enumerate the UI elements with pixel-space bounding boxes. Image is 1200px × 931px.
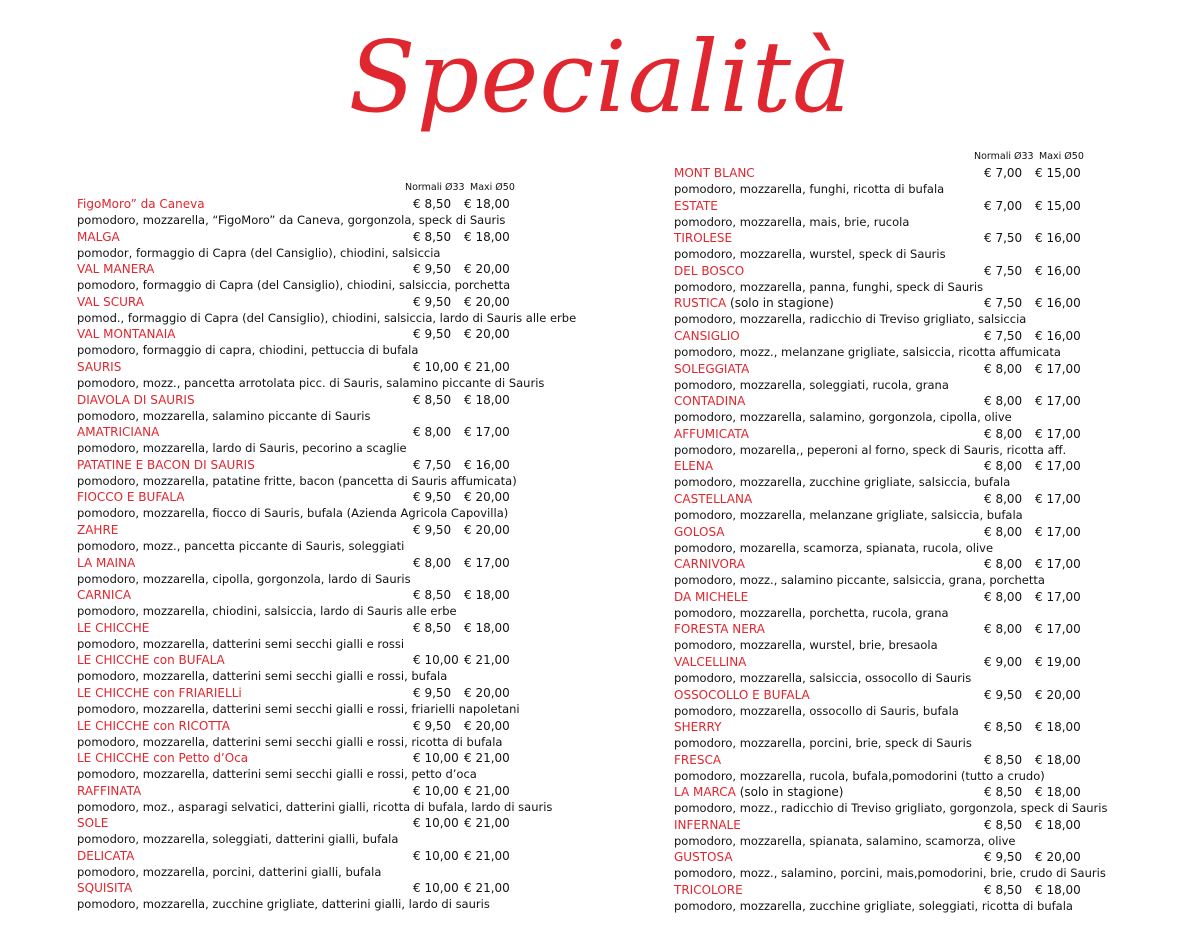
pizza-name [674,491,752,507]
pizza-name-text: CARNICA [77,588,132,603]
pizza-name [77,489,185,505]
price-normal: € 8,00 [984,557,1023,572]
pizza-ingredients: pomodoro, mozzarella, melanzane grigliate, salsiccia, bufala [674,507,1023,522]
price-maxi: € 17,00 [1035,394,1081,409]
pizza-name-text: DELICATA [77,848,135,863]
price-normal: € 9,50 [413,685,452,700]
price-normal: € 8,50 [413,197,452,211]
pizza-name [674,263,744,279]
pizza-name-text: CASTELLANA [674,491,753,506]
pizza-name-text: SQUISITA [77,881,133,896]
price-maxi: € 18,00 [1035,883,1081,898]
pizza-ingredients: pomodoro, mozz., salamino piccante, salsiccia, grana, porchetta [674,573,1045,588]
pizza-name-text: LA MAINA [77,555,136,570]
menu-item [674,263,1194,296]
pizza-ingredients: pomodoro, mozzarella, funghi, ricotta di bufala [674,182,945,196]
pizza-name [674,752,721,768]
pizza-name [77,815,108,831]
pizza-name [674,230,732,246]
pizza-name-text: LE CHICCHE con BUFALA [77,653,225,668]
price-maxi: € 16,00 [1035,328,1081,343]
price-header [77,180,637,196]
menu-item [674,719,1194,752]
pizza-note: (solo in stagione) [726,296,834,311]
price-normal: € 8,50 [413,588,452,603]
price-maxi: € 17,00 [1035,622,1081,637]
pizza-name [77,457,255,473]
menu-item [77,848,637,881]
price-normal: € 8,00 [984,361,1023,376]
pizza-name-text: ZAHRE [77,522,119,537]
menu-item [77,718,637,751]
menu-item [674,621,1194,654]
price-normal: € 9,50 [413,327,452,342]
price-maxi: € 21,00 [464,783,510,798]
price-normal: € 10,00 [413,881,459,896]
price-header [674,149,1194,165]
price-normal: € 9,50 [984,850,1023,865]
pizza-name [674,393,745,409]
price-normal: € 9,50 [984,687,1023,702]
price-normal: € 8,50 [984,817,1023,832]
menu-item [674,328,1194,361]
price-maxi: € 16,00 [1035,296,1081,311]
pizza-ingredients: pomodoro, mozzarella, soleggiati, rucola, grana [674,377,949,392]
price-normal: € 8,50 [984,883,1023,898]
price-maxi: € 17,00 [1035,524,1081,539]
pizza-name-text: SOLE [77,816,109,831]
price-maxi: € 20,00 [464,262,510,277]
pizza-name [674,882,743,898]
price-header-maxi: Maxi Ø50 [1039,151,1084,162]
price-normal: € 8,00 [984,394,1023,409]
price-normal: € 7,50 [984,296,1023,311]
price-maxi: € 18,00 [1035,785,1081,800]
pizza-name [674,589,748,605]
pizza-ingredients: pomodoro, mozzarella, spianata, salamino, scamorza, olive [674,833,1016,848]
pizza-name [77,294,144,310]
menu-item [674,230,1194,263]
pizza-name-text: OSSOCOLLO E BUFALA [674,687,810,702]
price-maxi: € 17,00 [1035,426,1081,441]
price-normal: € 7,00 [984,198,1023,213]
price-maxi: € 16,00 [1035,231,1081,246]
pizza-name [77,261,154,277]
pizza-ingredients: pomodoro, mozzarella, “FigoMoro” da Caneva, gorgonzola, speck di Sauris [77,213,506,227]
price-normal: € 7,50 [413,457,452,472]
pizza-ingredients: pomodoro, formaggio di capra, chiodini, pettuccia di bufala [77,343,419,358]
pizza-name-text: TIROLESE [674,231,733,246]
pizza-name [77,196,205,212]
price-maxi: € 21,00 [464,751,510,766]
pizza-name-text: TRICOLORE [674,883,743,898]
pizza-name [674,426,749,442]
pizza-name [674,458,713,474]
pizza-name-text: CARNIVORA [674,557,745,572]
pizza-name-text: VALCELLINA [674,654,747,669]
pizza-ingredients: pomodoro, mozzarella, datterini semi secchi gialli e rossi [77,636,405,651]
price-maxi: € 17,00 [464,555,510,570]
page-title: Specialità [348,21,852,135]
pizza-ingredients: pomodoro, mozzarella, salamino piccante di Sauris [77,408,371,423]
pizza-note: (solo in stagione) [735,785,844,800]
pizza-name-text: RUSTICA [674,296,727,311]
menu-column-right [674,149,1194,915]
price-maxi: € 17,00 [1035,589,1081,604]
pizza-ingredients: pomodoro, mozzarella, datterini semi secchi gialli e rossi, petto d’oca [77,767,477,782]
price-maxi: € 20,00 [464,685,510,700]
pizza-name [674,556,745,572]
pizza-ingredients: pomod., formaggio di Capra (del Cansiglio), chiodini, salsiccia, lardo di Sauris alle erbe [77,310,577,325]
menu-item [77,620,637,653]
price-normal: € 8,50 [984,785,1023,800]
pizza-ingredients: pomodoro, mozz., salamino, porcini, mais,pomodorini, brie, crudo di Sauris [674,866,1106,881]
price-maxi: € 18,00 [464,588,510,603]
menu-item [674,752,1194,785]
menu-item [77,522,637,555]
price-normal: € 8,50 [984,752,1023,767]
menu-item [77,294,637,327]
pizza-name-text: DIAVOLA DI SAURIS [77,392,195,407]
pizza-name [77,750,248,766]
price-maxi: € 17,00 [1035,491,1081,506]
price-maxi: € 21,00 [464,848,510,863]
pizza-name [77,555,135,571]
pizza-ingredients: pomodoro, mozzarella, zucchine grigliate, datterini gialli, lardo di sauris [77,897,490,912]
price-maxi: € 17,00 [464,425,510,440]
pizza-name-text: FRESCA [674,752,722,767]
price-normal: € 7,00 [984,166,1023,180]
pizza-ingredients: pomodoro, mozzarella, ossocollo di Sauris, bufala [674,703,959,718]
menu-item [674,295,1194,328]
pizza-name-text: CONTADINA [674,394,746,409]
pizza-name-text: ESTATE [674,198,718,213]
pizza-name-text: SAURIS [77,359,122,374]
pizza-name [674,654,746,670]
price-normal: € 8,00 [413,425,452,440]
pizza-ingredients: pomodoro, mozzarella, salamino, gorgonzola, cipolla, olive [674,410,1012,425]
menu-item [77,587,637,620]
menu-item [674,198,1194,231]
price-maxi: € 18,00 [1035,817,1081,832]
pizza-name-text: CANSIGLIO [674,328,740,343]
menu-item-list [674,165,1194,915]
price-normal: € 9,50 [413,490,452,505]
pizza-ingredients: pomodoro, mozzarella, soleggiati, datterini gialli, bufala [77,832,399,847]
pizza-name-text: DEL BOSCO [674,263,745,278]
pizza-name-text: VAL SCURA [77,294,144,309]
price-maxi: € 17,00 [1035,361,1081,376]
pizza-name-text: LE CHICCHE con RICOTTA [77,718,230,733]
price-maxi: € 20,00 [464,294,510,309]
pizza-name-text: MALGA [77,229,120,244]
pizza-name [674,198,718,214]
price-normal: € 8,00 [984,589,1023,604]
pizza-ingredients: pomodoro, mozzarella, datterini semi secchi gialli e rossi, ricotta di bufala [77,734,503,749]
menu-item [674,393,1194,426]
price-normal: € 10,00 [413,783,459,798]
price-maxi: € 20,00 [464,490,510,505]
pizza-ingredients: pomodoro, mozzarella, zucchine grigliate, soleggiati, ricotta di bufala [674,899,1073,914]
menu-item [77,880,637,913]
pizza-name-text: LE CHICCHE [77,620,150,635]
pizza-name [77,359,121,375]
pizza-ingredients: pomodoro, mozzarella, porchetta, rucola, grana [674,605,949,620]
price-normal: € 8,00 [984,524,1023,539]
pizza-ingredients: pomodoro, mozzarella, fiocco di Sauris, bufala (Azienda Agricola Capovilla) [77,506,509,521]
menu-item [77,815,637,848]
pizza-name-text: GUSTOSA [674,850,733,865]
price-normal: € 8,00 [984,426,1023,441]
menu-item [77,783,637,816]
price-normal: € 10,00 [413,653,459,668]
pizza-name-text: GOLOSA [674,524,725,539]
price-maxi: € 20,00 [1035,850,1081,865]
price-maxi: € 20,00 [464,522,510,537]
pizza-ingredients: pomodoro, moz., asparagi selvatici, datterini gialli, ricotta di bufala, lardo di sauris [77,799,553,814]
price-maxi: € 16,00 [464,457,510,472]
pizza-ingredients: pomodoro, mozz., radicchio di Treviso grigliato, gorgonzola, speck di Sauris [674,801,1108,816]
pizza-ingredients: pomodoro, mozz., pancetta arrotolata picc. di Sauris, salamino piccante di Sauris [77,375,545,390]
pizza-name-text: FORESTA NERA [674,622,765,637]
pizza-ingredients: pomodor, formaggio di Capra (del Cansiglio), chiodini, salsiccia [77,245,441,260]
price-maxi: € 21,00 [464,359,510,374]
menu-item [77,685,637,718]
menu-item [674,491,1194,524]
price-maxi: € 21,00 [464,881,510,896]
price-maxi: € 17,00 [1035,459,1081,474]
pizza-ingredients: pomodoro, mozzarella, panna, funghi, speck di Sauris [674,279,984,294]
menu-column-left [77,180,637,913]
pizza-name [77,783,141,799]
pizza-name [674,719,721,735]
pizza-ingredients: pomodoro, mozarella, scamorza, spianata, rucola, olive [674,540,994,555]
menu-item [674,458,1194,491]
price-normal: € 7,50 [984,231,1023,246]
pizza-name-text: LE CHICCHE con FRIARIELLi [77,685,242,700]
pizza-ingredients: pomodoro, mozzarella, rucola, bufala,pomodorini (tutto a crudo) [674,768,1045,783]
menu-item [674,556,1194,589]
pizza-name-text: MONT BLANC [674,166,755,180]
pizza-name-text: SHERRY [674,720,722,735]
menu-item [77,555,637,588]
price-maxi: € 18,00 [1035,720,1081,735]
pizza-name-text: PATATINE E BACON DI SAURIS [77,457,255,472]
price-normal: € 8,50 [413,620,452,635]
pizza-name [77,718,230,734]
menu-item [674,687,1194,720]
pizza-name-text: FigoMoro” da Caneva [77,197,205,211]
price-normal: € 10,00 [413,359,459,374]
price-normal: € 9,50 [413,262,452,277]
pizza-name [77,229,120,245]
pizza-ingredients: pomodoro, mozzarella, zucchine grigliate, salsiccia, bufala [674,475,1011,490]
price-maxi: € 20,00 [464,718,510,733]
price-maxi: € 21,00 [464,816,510,831]
pizza-ingredients: pomodoro, mozzarella, wurstel, brie, bresaola [674,638,938,653]
price-maxi: € 19,00 [1035,654,1081,669]
pizza-ingredients: pomodoro, mozzarella, porcini, datterini gialli, bufala [77,864,382,879]
price-header-maxi: Maxi Ø50 [470,182,515,193]
pizza-name-text: AMATRICIANA [77,425,160,440]
pizza-ingredients: pomodoro, mozzarella, chiodini, salsiccia, lardo di Sauris alle erbe [77,604,457,619]
menu-item [77,457,637,490]
price-maxi: € 21,00 [464,653,510,668]
pizza-name [77,652,225,668]
price-normal: € 10,00 [413,816,459,831]
pizza-name [77,587,131,603]
pizza-name [674,687,810,703]
price-normal: € 8,50 [413,229,452,244]
pizza-name-text: FIOCCO E BUFALA [77,490,185,505]
pizza-name-text: SOLEGGIATA [674,361,750,376]
pizza-ingredients: pomodoro, mozarella,, peperoni al forno, speck di Sauris, ricotta aff. [674,442,1067,457]
pizza-ingredients: pomodoro, mozzarella, radicchio di Treviso grigliato, salsiccia [674,312,1027,327]
menu-item [674,589,1194,622]
pizza-ingredients: pomodoro, mozzarella, patatine fritte, bacon (pancetta di Sauris affumicata) [77,473,517,488]
price-maxi: € 18,00 [464,620,510,635]
pizza-name [674,165,755,181]
price-maxi: € 18,00 [464,229,510,244]
menu-item [77,196,637,229]
pizza-name-text: DA MICHELE [674,589,749,604]
price-maxi: € 18,00 [464,197,510,211]
pizza-name [674,621,765,637]
menu-item [77,424,637,457]
pizza-ingredients: pomodoro, mozzarella, salsiccia, ossocollo di Sauris [674,670,972,685]
price-normal: € 8,00 [984,491,1023,506]
pizza-name-text: LE CHICCHE con Petto d’Oca [77,751,249,766]
pizza-ingredients: pomodoro, mozzarella, mais, brie, rucola [674,214,910,229]
menu-item [77,652,637,685]
pizza-name-text: RAFFINATA [77,783,142,798]
price-maxi: € 20,00 [1035,687,1081,702]
pizza-name [674,295,834,311]
price-normal: € 8,50 [413,392,452,407]
menu-item [674,817,1194,850]
pizza-ingredients: pomodoro, mozzarella, porcini, brie, speck di Sauris [674,736,972,751]
pizza-name [77,326,175,342]
pizza-ingredients: pomodoro, mozz., melanzane grigliate, salsiccia, ricotta affumicata [674,344,1061,359]
menu-item [77,326,637,359]
menu-item [674,849,1194,882]
price-normal: € 8,00 [984,459,1023,474]
pizza-name-text: LA MARCA [674,785,736,800]
pizza-name [77,424,159,440]
menu-item [674,654,1194,687]
price-maxi: € 15,00 [1035,198,1081,213]
menu-item [674,524,1194,557]
menu-item [674,882,1194,915]
menu-item [674,426,1194,459]
pizza-ingredients: pomodoro, mozzarella, datterini semi secchi gialli e rossi, friarielli napoletani [77,701,520,716]
price-maxi: € 18,00 [1035,752,1081,767]
pizza-name-text: VAL MANERA [77,262,155,277]
price-normal: € 9,00 [984,654,1023,669]
pizza-name [77,392,195,408]
pizza-name-text: ELENA [674,459,714,474]
menu-item [674,165,1194,198]
price-normal: € 8,50 [984,720,1023,735]
price-normal: € 10,00 [413,848,459,863]
price-normal: € 8,00 [413,555,452,570]
pizza-ingredients: pomodoro, formaggio di Capra (del Cansiglio), chiodini, salsiccia, porchetta [77,278,511,293]
price-header-normal: Normali Ø33 [974,151,1034,162]
pizza-name [674,361,749,377]
price-maxi: € 20,00 [464,327,510,342]
pizza-name [674,524,725,540]
price-normal: € 7,50 [984,328,1023,343]
pizza-name-text: AFFUMICATA [674,426,749,441]
menu-item [674,361,1194,394]
menu-item [77,229,637,262]
menu-item [77,392,637,425]
pizza-name [77,848,134,864]
pizza-name [674,849,733,865]
pizza-name [77,880,132,896]
price-maxi: € 15,00 [1035,166,1081,180]
pizza-name [674,784,843,800]
pizza-ingredients: pomodoro, mozzarella, datterini semi secchi gialli e rossi, bufala [77,669,448,684]
price-normal: € 8,00 [984,622,1023,637]
pizza-name [77,620,149,636]
menu-item [77,359,637,392]
price-normal: € 9,50 [413,718,452,733]
menu-item [77,261,637,294]
price-normal: € 9,50 [413,522,452,537]
price-normal: € 7,50 [984,263,1023,278]
price-normal: € 9,50 [413,294,452,309]
pizza-name [674,328,740,344]
price-maxi: € 16,00 [1035,263,1081,278]
pizza-name [674,817,741,833]
price-maxi: € 17,00 [1035,557,1081,572]
menu-item-list [77,196,637,913]
pizza-name-text: VAL MONTANAIA [77,327,176,342]
price-maxi: € 18,00 [464,392,510,407]
pizza-name-text: INFERNALE [674,817,741,832]
price-header-normal: Normali Ø33 [405,182,465,193]
pizza-ingredients: pomodoro, mozzarella, lardo di Sauris, pecorino a scaglie [77,441,407,456]
menu-item [77,750,637,783]
pizza-ingredients: pomodoro, mozz., pancetta piccante di Sauris, soleggiati [77,538,405,553]
menu-item [77,489,637,522]
price-normal: € 10,00 [413,751,459,766]
pizza-name [77,522,118,538]
pizza-ingredients: pomodoro, mozzarella, wurstel, speck di Sauris [674,247,946,262]
pizza-name [77,685,242,701]
menu-item [674,784,1194,817]
pizza-ingredients: pomodoro, mozzarella, cipolla, gorgonzola, lardo di Sauris [77,571,411,586]
